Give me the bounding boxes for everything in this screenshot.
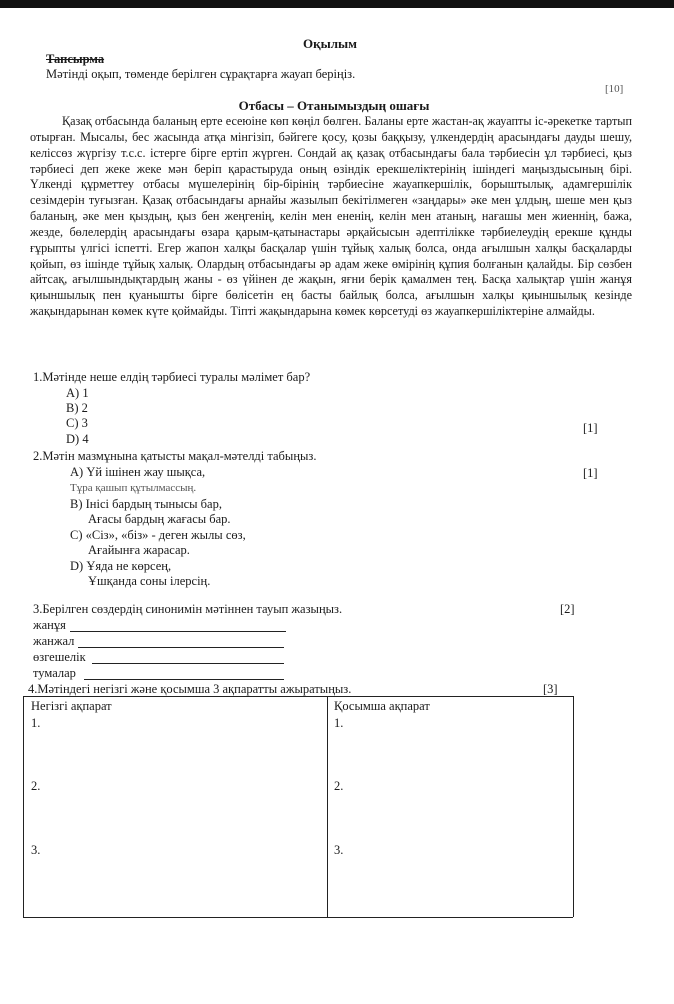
q1-question: 1.Мәтінде неше елдің тәрбиесі туралы мәлімет бар?: [33, 370, 311, 384]
q3-answer-line-2[interactable]: [78, 647, 284, 648]
reading-passage: Қазақ отбасында баланың ерте есеюіне көп көңіл бөлген. Баланы ерте жастан-ақ жауапты іс-әрекетке тартып отырған. Мысалы, бес жасында атқа мінгізіп, бәйгеге қосу, қозы баққызу, үлкендердің арасындағы дауды шешу, келіссөз жүргізу т.с.с. істерге бірге ертіп жүрген. Сондай ақ қазақ отбасындағы бала тәрбиесін ұл тәрбиесі, қыз тәрбиесі деп жеке жеке мән беріп қарастыруда оның өзіндік ерекшеліктерінің ішіндегі маңыздысының бірі. Үлкенді құрметтеу отбасы мүшелерінің бір-бірінің тәрбиесіне жауапкершілік, борыштылық, адамгершілік сезімдерін туғызған. Қазақ отбасындағы арнайы жазылып бекітілмеген «заңдары» әке мен ұлдың, шеше мен қыз баланың, әке мен қыздың, қыз бен жеңгенің, келін мен ененің, келін мен атаның, нағашы мен жиеннің, бажа, жезде, бөлелердің арасындағы өзара қарым-қатынастары әрқайсысын әдептілікке тәрбиелеудің ерекше құнды ғұрыпты үлгісі іспетті. Егер жапон халқы басқалар үшін тұйық халық болса, онда ағылшын халқы басқаларды қойып, өз ішінде тұйық халық. Олардың отбасындағы әр адам жеке өмірінің құпия болғанын қалайды. Бір сөзбен айтсақ, ағылшындықтардың жаны - өз үйінен де жақын, яғни берік қамалмен тең. Басқа халықтар үшін жанұя қиыншылық пен қуанышты бірге бөлісетін ең басты байлық болса, ағылшын халқы қиыншылық кезінде жақындарынан көмек күте қоймайды. Тіпті жақындарына көмек көрсетуді өз жауапкершіліктеріне алмайды.: [30, 114, 632, 319]
table-right-border: [573, 696, 574, 917]
q4-score: [3]: [543, 682, 558, 696]
q3-question: 3.Берілген сөздердің синонимін мәтіннен тауып жазыңыз.: [33, 602, 343, 616]
task-label: Тапсырма: [46, 52, 105, 66]
table-middle-border: [327, 696, 328, 917]
q3-word-1: жанұя: [33, 618, 66, 632]
q3-answer-line-3[interactable]: [92, 663, 284, 664]
q3-score: [2]: [560, 602, 575, 616]
table-right-row-1[interactable]: 1.: [334, 716, 344, 730]
q2-option-a-line2: Тұра қашып құтылмассың.: [70, 482, 197, 494]
table-top-border: [23, 696, 573, 697]
table-header-main: Негізгі ақпарат: [31, 699, 112, 713]
table-left-row-3[interactable]: 3.: [31, 843, 41, 857]
q2-option-d-line2: Ұшқанда соны ілерсің.: [88, 574, 211, 588]
table-header-additional: Қосымша ақпарат: [334, 699, 430, 713]
q1-option-a: А) 1: [66, 386, 89, 400]
q3-answer-line-4[interactable]: [84, 679, 284, 680]
table-right-row-2[interactable]: 2.: [334, 779, 344, 793]
q3-answer-line-1[interactable]: [70, 631, 286, 632]
q3-word-4: тумалар: [33, 666, 76, 680]
q2-option-b-line2: Ағасы бардың жағасы бар.: [88, 512, 231, 526]
text-title: Отбасы – Отанымыздың ошағы: [238, 98, 430, 113]
q1-option-b: В) 2: [66, 401, 88, 415]
q4-question: 4.Мәтіндегі негізгі және қосымша 3 ақпаратты ажыратыңыз.: [28, 682, 352, 696]
q2-option-a-line1: А) Үй ішінен жау шықса,: [70, 465, 206, 479]
top-border-bar: [0, 0, 674, 8]
q2-option-d-line1: D) Ұяда не көрсең,: [70, 559, 172, 573]
instruction-text: Мәтінді оқып, төменде берілген сұрақтарға жауап беріңіз.: [46, 67, 356, 81]
q3-word-2: жанжал: [33, 634, 75, 648]
table-left-row-1[interactable]: 1.: [31, 716, 41, 730]
table-left-border: [23, 696, 24, 917]
q1-option-c: С) 3: [66, 416, 88, 430]
q1-score: [1]: [583, 421, 598, 435]
q2-option-c-line2: Ағайынға жарасар.: [88, 543, 190, 557]
q2-question: 2.Мәтін мазмұнына қатысты мақал-мәтелді табыңыз.: [33, 449, 317, 463]
table-right-row-3[interactable]: 3.: [334, 843, 344, 857]
q2-score: [1]: [583, 466, 598, 480]
q2-option-b-line1: В) Інісі бардың тынысы бар,: [70, 497, 222, 511]
total-score: [10]: [605, 83, 624, 95]
q1-option-d: D) 4: [66, 432, 89, 446]
q3-word-3: өзгешелік: [33, 650, 86, 664]
page-title: Оқылым: [302, 36, 358, 51]
table-left-row-2[interactable]: 2.: [31, 779, 41, 793]
table-bottom-border: [23, 917, 573, 918]
q2-option-c-line1: С) «Сіз», «біз» - деген жылы сөз,: [70, 528, 246, 542]
